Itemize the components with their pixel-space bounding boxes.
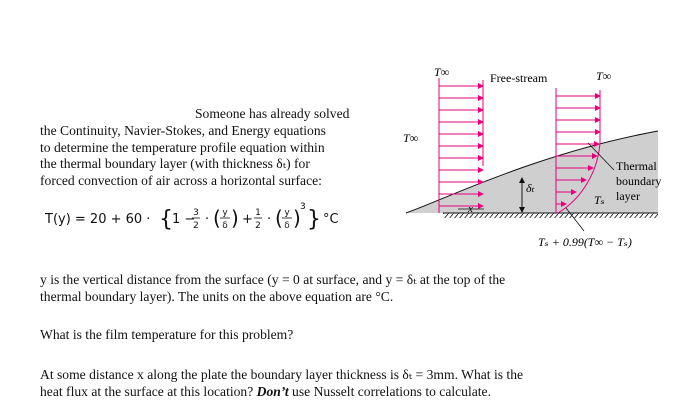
fraction-denominator: 2 xyxy=(255,221,261,231)
emphasis-text: Don’t xyxy=(256,383,289,399)
thermal-label: Thermal xyxy=(616,159,657,173)
equation-lhs: T(y) = 20 + 60 · xyxy=(45,212,151,227)
paren-close: ) xyxy=(231,206,239,230)
ratio-y: y xyxy=(222,208,228,218)
question-text: heat flux at the surface at this location? xyxy=(40,383,257,399)
paren-open: ( xyxy=(213,206,221,230)
ratio-delta: δ xyxy=(284,221,290,231)
question-text: use Nusselt correlations to calculate. xyxy=(288,383,491,399)
equation-unit: °C xyxy=(323,212,339,227)
t-infinity-left-label: T∞ xyxy=(403,131,419,145)
ts-label: Tₛ xyxy=(594,193,605,207)
intro-title: Someone has already solved xyxy=(195,106,350,121)
fraction-denominator: 2 xyxy=(193,221,199,231)
question-heat-flux xyxy=(40,367,523,400)
delta-t-label: δₜ xyxy=(526,181,535,195)
definition-paragraph xyxy=(40,272,505,305)
equation-close-brace: } xyxy=(307,207,321,232)
fraction-numerator: 1 xyxy=(255,208,261,218)
fraction-numerator: 3 xyxy=(193,208,199,218)
equation-dot: · xyxy=(205,212,210,227)
x-label: x xyxy=(468,203,473,215)
intro-line: the thermal boundary layer (with thickness δₜ) for xyxy=(40,156,310,171)
temperature-equation xyxy=(45,196,385,246)
equation-exponent: 3 xyxy=(300,202,306,212)
ratio-delta: δ xyxy=(222,221,228,231)
definition-line: y is the vertical distance from the surface (y = 0 at surface, and y = δₜ at the top of the xyxy=(40,272,506,287)
equation-plus: + xyxy=(242,212,253,227)
intro-line: the Continuity, Navier-Stokes, and Energy equations xyxy=(40,123,326,138)
paren-open: ( xyxy=(275,206,283,230)
free-stream-label: Free-stream xyxy=(490,71,548,85)
intro-line: forced convection of air across a horizontal surface: xyxy=(40,172,322,188)
question-film-temperature: What is the film temperature for this problem? xyxy=(40,327,294,342)
paren-close: ) xyxy=(293,206,301,230)
question-line xyxy=(40,384,523,401)
question-line: At some distance x along the plate the boundary layer thickness is δₜ = 3mm. What is the xyxy=(40,367,524,382)
boundary-label: boundary xyxy=(616,174,662,188)
equation-open-brace: { xyxy=(159,207,173,232)
intro-paragraph xyxy=(40,123,326,189)
t-infinity-label: T∞ xyxy=(596,69,612,83)
layer-label: layer xyxy=(616,189,640,203)
thermal-boundary-layer-diagram xyxy=(388,58,678,258)
intro-line: to determine the temperature profile equation within xyxy=(40,139,325,155)
equation-one-minus: 1 − xyxy=(172,212,196,227)
equation-dot: · xyxy=(267,212,272,227)
plate-surface xyxy=(443,213,658,218)
bottom-condition-label: Tₛ + 0.99(T∞ − Tₛ) xyxy=(538,235,632,249)
ratio-y: y xyxy=(284,208,290,218)
definition-line: thermal boundary layer). The units on the above equation are °C. xyxy=(40,288,394,304)
t-infinity-label: T∞ xyxy=(434,65,450,79)
